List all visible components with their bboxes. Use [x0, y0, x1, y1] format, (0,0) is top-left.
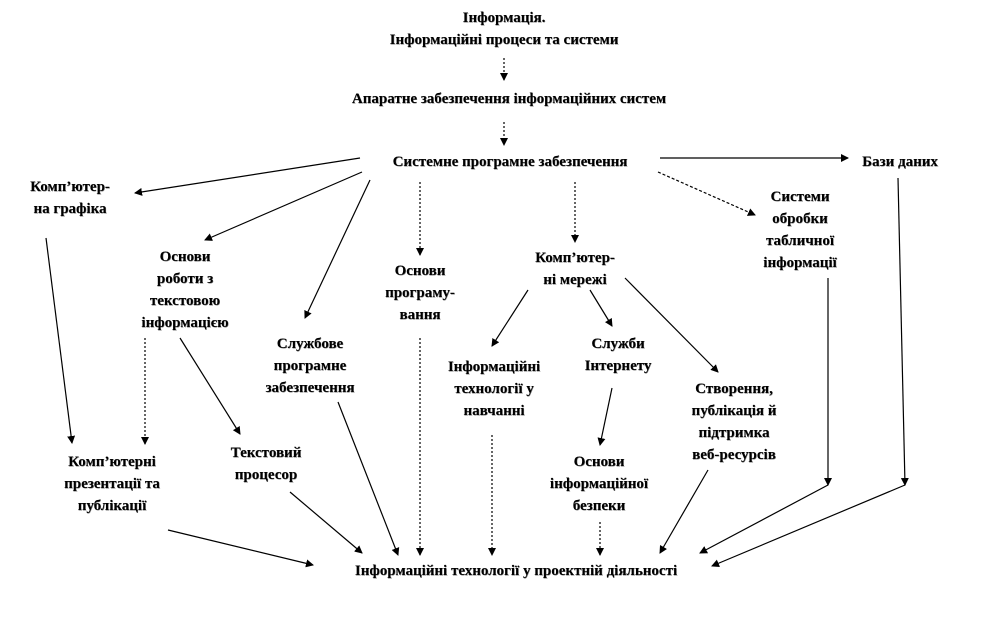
- node-word-processor-line-2: процесор: [234, 467, 298, 483]
- arrow-internet-to-security: [600, 388, 612, 445]
- arrow-spreadsheet-to-projects-diag: [700, 485, 828, 553]
- node-it-education-line-2: технології у: [454, 381, 534, 397]
- arrow-system-to-text-basics: [205, 172, 362, 240]
- node-service-software: [240, 333, 380, 399]
- node-web-resources: [666, 378, 802, 466]
- arrow-word-proc-to-projects: [290, 492, 362, 553]
- node-databases-line-1: Бази даних: [862, 154, 938, 170]
- arrow-databases-to-projects: [898, 178, 905, 485]
- node-text-basics-line-3: текстовою: [149, 293, 221, 309]
- node-networks: [512, 247, 638, 291]
- node-hardware: [314, 88, 704, 110]
- node-service-software-line-2: програмне: [273, 358, 347, 374]
- node-web-resources-line-4: веб-ресурсів: [692, 447, 776, 463]
- node-text-basics-line-4: інформацією: [141, 315, 229, 331]
- node-text-basics: [120, 246, 250, 334]
- node-text-basics-line-1: Основи: [159, 249, 211, 265]
- node-programming-line-1: Основи: [394, 263, 446, 279]
- node-web-resources-line-2: публікація й: [691, 403, 777, 419]
- node-it-education-line-3: навчанні: [463, 403, 525, 419]
- node-projects-line-1: Інформаційні технології у проектній діяльності: [354, 563, 678, 579]
- node-service-software-line-1: Службове: [276, 336, 344, 352]
- node-internet-services-line-1: Служби: [591, 336, 645, 352]
- node-web-resources-line-3: підтримка: [698, 425, 770, 441]
- arrow-system-to-service-sw: [305, 180, 370, 318]
- node-programming-line-2: програму-: [385, 285, 455, 301]
- node-programming: [365, 260, 475, 326]
- node-service-software-line-3: забезпечення: [265, 380, 355, 396]
- arrow-networks-to-it-edu: [492, 290, 528, 346]
- node-it-education: [432, 356, 556, 422]
- node-presentations-line-3: публікації: [77, 498, 147, 514]
- node-system-software-line-1: Системне програмне забезпечення: [392, 154, 628, 170]
- node-presentations-line-1: Комп’ютерні: [68, 454, 156, 470]
- node-web-resources-line-1: Створення,: [695, 381, 773, 397]
- node-spreadsheet-line-4: інформації: [763, 255, 837, 271]
- node-projects: [314, 560, 718, 582]
- node-graphics-line-1: Комп’ютер-: [30, 179, 110, 195]
- node-spreadsheet-line-1: Системи: [770, 189, 830, 205]
- node-spreadsheet-line-3: табличної: [765, 233, 834, 249]
- arrow-presentations-to-projects: [168, 530, 313, 565]
- node-security-line-2: інформаційної: [549, 476, 649, 492]
- node-info: [368, 7, 640, 51]
- arrow-networks-to-internet: [590, 290, 612, 326]
- node-databases: [850, 151, 950, 173]
- node-presentations: [38, 451, 186, 517]
- node-programming-line-3: вання: [399, 307, 441, 323]
- node-presentations-line-2: презентації та: [64, 476, 160, 492]
- node-word-processor: [210, 442, 322, 486]
- node-system-software: [362, 151, 658, 173]
- node-networks-line-2: ні мережі: [543, 272, 607, 288]
- node-security: [526, 451, 672, 517]
- node-graphics-line-2: на графіка: [33, 201, 107, 217]
- node-word-processor-line-1: Текстовий: [230, 445, 302, 461]
- node-info-line-1: Інформація.: [462, 10, 546, 26]
- node-info-line-2: Інформаційні процеси та системи: [389, 32, 619, 48]
- arrow-text-basics-to-word-proc: [180, 338, 240, 434]
- node-it-education-line-1: Інформаційні: [447, 359, 541, 375]
- node-security-line-3: безпеки: [572, 498, 626, 514]
- arrow-graphics-to-presentations: [46, 238, 72, 443]
- node-graphics: [10, 176, 130, 220]
- node-hardware-line-1: Апаратне забезпечення інформаційних систем: [351, 91, 667, 107]
- node-networks-line-1: Комп’ютер-: [535, 250, 615, 266]
- node-spreadsheet: [740, 186, 860, 274]
- arrow-databases-to-projects-diag: [712, 485, 905, 566]
- node-security-line-1: Основи: [573, 454, 625, 470]
- node-spreadsheet-line-2: обробки: [772, 211, 828, 227]
- arrow-service-sw-to-projects: [338, 402, 398, 555]
- node-internet-services-line-2: Інтернету: [584, 358, 652, 374]
- node-internet-services: [566, 333, 670, 377]
- node-text-basics-line-2: роботи з: [156, 271, 214, 287]
